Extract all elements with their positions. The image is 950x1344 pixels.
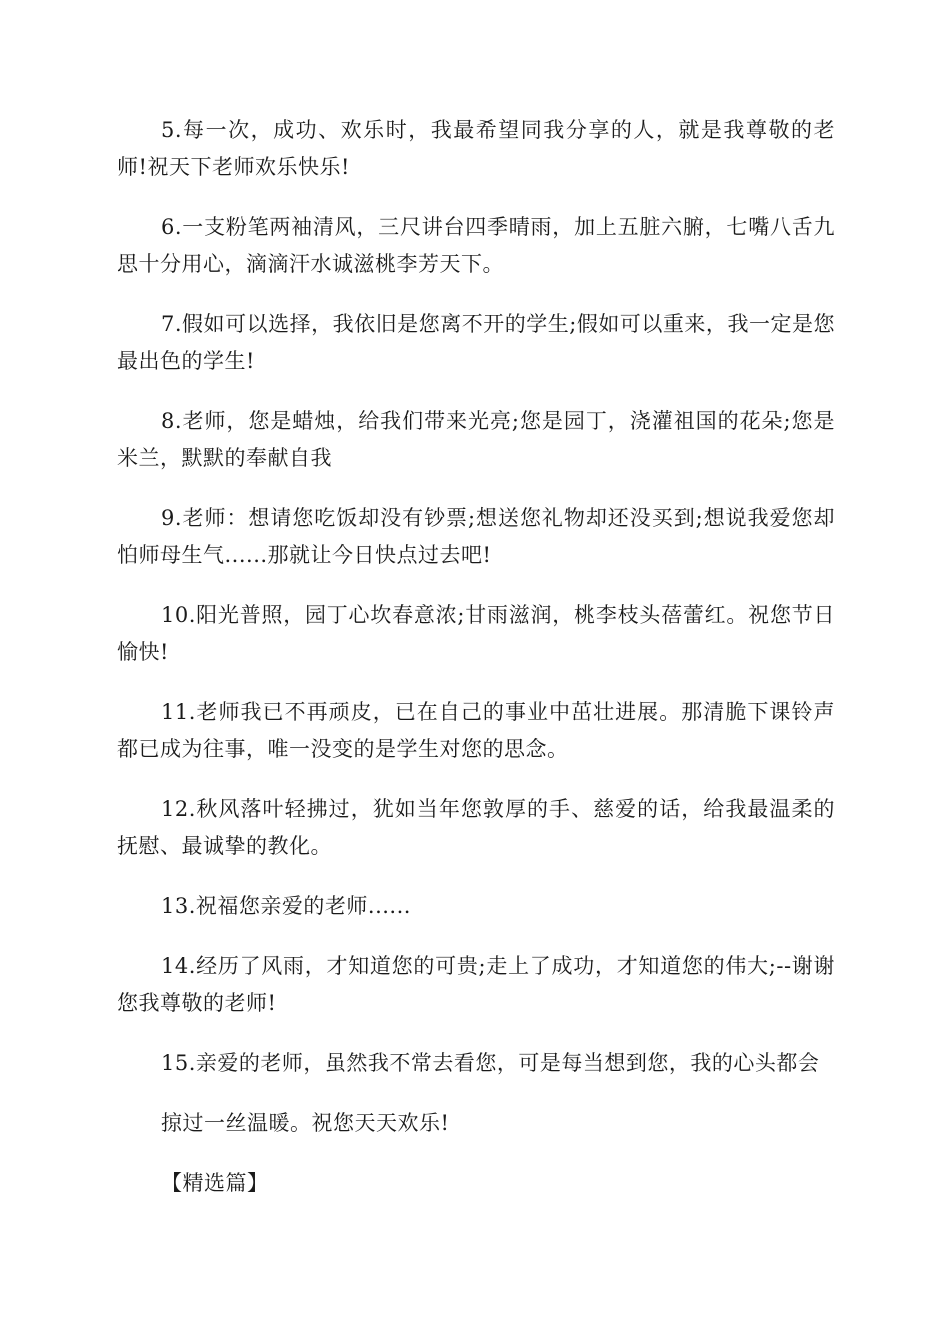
paragraph-8: 8.老师，您是蜡烛，给我们带来光亮;您是园丁，浇灌祖国的花朵;您是米兰，默默的奉献自我 xyxy=(117,409,835,470)
paragraph-14: 14.经历了风雨，才知道您的可贵;走上了成功，才知道您的伟大;--谢谢您我尊敬的老师! xyxy=(117,954,835,1015)
paragraph-10: 10.阳光普照，园丁心坎春意浓;甘雨滋润，桃李枝头蓓蕾红。祝您节日愉快! xyxy=(117,603,835,664)
document-body xyxy=(117,112,835,1202)
paragraph-7: 7.假如可以选择，我依旧是您离不开的学生;假如可以重来，我一定是您最出色的学生! xyxy=(117,312,835,373)
paragraph-15: 15.亲爱的老师，虽然我不常去看您，可是每当想到您，我的心头都会 xyxy=(161,1051,820,1075)
paragraph-9: 9.老师：想请您吃饭却没有钞票;想送您礼物却还没买到;想说我爱您却怕师母生气......那就让今日快点过去吧! xyxy=(117,506,835,567)
paragraph-11: 11.老师我已不再顽皮，已在自己的事业中茁壮进展。那清脆下课铃声都已成为往事，唯一没变的是学生对您的思念。 xyxy=(117,700,835,761)
paragraph-6: 6.一支粉笔两袖清风，三尺讲台四季晴雨，加上五脏六腑，七嘴八舌九思十分用心，滴滴汗水诚滋桃李芳天下。 xyxy=(117,215,835,276)
section-heading: 【精选篇】 xyxy=(161,1171,269,1195)
paragraph-5: 5.每一次，成功、欢乐时，我最希望同我分享的人，就是我尊敬的老师!祝天下老师欢乐快乐! xyxy=(117,118,835,179)
paragraph-13: 13.祝福您亲爱的老师...... xyxy=(161,894,411,918)
paragraph-12: 12.秋风落叶轻拂过，犹如当年您敦厚的手、慈爱的话，给我最温柔的抚慰、最诚挚的教化。 xyxy=(117,797,835,858)
paragraph-15-continued: 掠过一丝温暖。祝您天天欢乐! xyxy=(161,1111,450,1135)
